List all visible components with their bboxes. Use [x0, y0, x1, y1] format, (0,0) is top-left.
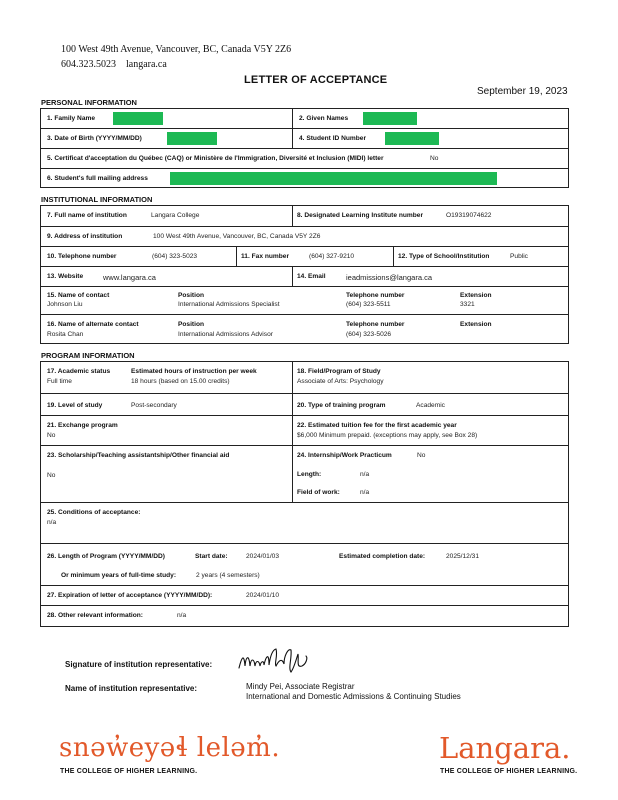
program-length-label: 26. Length of Program (YYYY/MM/DD) [47, 553, 165, 560]
hours-value: 18 hours (based on 15.00 credits) [131, 378, 230, 385]
other-info-label: 28. Other relevant information: [47, 612, 143, 619]
contact-label: 15. Name of contact [47, 292, 110, 299]
website-label: 13. Website [47, 273, 84, 280]
telephone-value: (604) 323-5023 [152, 253, 198, 260]
section-personal-heading: PERSONAL INFORMATION [41, 98, 137, 107]
level-of-study-label: 19. Level of study [47, 402, 103, 409]
caq-label: 5. Certificat d'acceptation du Québec (CAQ) or Ministère de l'Immigration, Diversité et Inclusion (MIDI) letter [47, 155, 384, 162]
contact-extension-label: Extension [460, 292, 492, 299]
website-value[interactable]: www.langara.ca [103, 273, 156, 282]
alt-extension-label: Extension [460, 321, 492, 328]
musqueam-logo-text: snəw̓eyəɬ leləm̓. [59, 733, 281, 763]
given-names-label: 2. Given Names [299, 115, 349, 122]
contact-position-value: International Admissions Specialist [178, 301, 280, 308]
internship-length-value: n/a [360, 471, 370, 478]
mailing-address-redaction [170, 172, 497, 185]
section-institution-heading: INSTITUTIONAL INFORMATION [41, 195, 153, 204]
student-id-label: 4. Student ID Number [299, 135, 367, 142]
exchange-label: 21. Exchange program [47, 422, 118, 429]
email-value[interactable]: ieadmissions@langara.ca [346, 273, 432, 282]
academic-status-value: Full time [47, 378, 72, 385]
fax-value: (604) 327-9210 [309, 253, 355, 260]
given-names-redaction [363, 112, 417, 125]
min-years-label: Or minimum years of full-time study: [61, 572, 177, 579]
family-name-redaction [113, 112, 163, 125]
email-label: 14. Email [297, 273, 326, 280]
contact-phone-label: Telephone number [346, 292, 405, 299]
institution-site: langara.ca [126, 59, 167, 70]
min-years-value: 2 years (4 semesters) [196, 572, 260, 579]
institution-phone-web [61, 57, 167, 72]
expiration-value: 2024/01/10 [246, 592, 280, 599]
completion-date-value: 2025/12/31 [446, 553, 480, 560]
rep-name-label: Name of institution representative: [65, 684, 198, 693]
contact-value: Johnson Liu [47, 301, 83, 308]
field-of-work-label: Field of work: [297, 489, 340, 496]
section-program-heading: PROGRAM INFORMATION [41, 351, 135, 360]
start-date-value: 2024/01/03 [246, 553, 280, 560]
langara-logo-text: Langara. [439, 731, 571, 765]
hours-label: Estimated hours of instruction per week [131, 368, 257, 375]
institution-address-value: 100 West 49th Avenue, Vancouver, BC, Canada V5Y 2Z6 [153, 233, 321, 240]
tuition-label: 22. Estimated tuition fee for the first academic year [297, 422, 457, 429]
other-info-value: n/a [177, 612, 187, 619]
scholarship-value: No [47, 472, 56, 479]
fax-label: 11. Fax number [241, 253, 290, 260]
conditions-label: 25. Conditions of acceptance: [47, 509, 141, 516]
letter-date: September 19, 2023 [477, 86, 568, 97]
rep-name-value: Mindy Pei, Associate Registrar [246, 682, 355, 691]
left-tagline: THE COLLEGE OF HIGHER LEARNING. [60, 768, 198, 775]
field-of-study-value: Associate of Arts: Psychology [297, 378, 384, 385]
family-name-label: 1. Family Name [47, 115, 96, 122]
alt-contact-label: 16. Name of alternate contact [47, 321, 139, 328]
school-type-value: Public [510, 253, 528, 260]
internship-label: 24. Internship/Work Practicum [297, 452, 392, 459]
alt-phone-value: (604) 323-5026 [346, 331, 392, 338]
expiration-label: 27. Expiration of letter of acceptance (YYYY/MM/DD): [47, 592, 213, 599]
school-type-label: 12. Type of School/Institution [398, 253, 490, 260]
training-type-label: 20. Type of training program [297, 402, 386, 409]
contact-extension-value: 3321 [460, 301, 475, 308]
field-of-work-value: n/a [360, 489, 370, 496]
dli-label: 8. Designated Learning Institute number [297, 212, 424, 219]
telephone-label: 10. Telephone number [47, 253, 117, 260]
level-of-study-value: Post-secondary [131, 402, 177, 409]
rep-department-value: International and Domestic Admissions & Continuing Studies [246, 692, 461, 701]
dob-label: 3. Date of Birth (YYYY/MM/DD) [47, 135, 142, 142]
alt-contact-value: Rosita Chan [47, 331, 84, 338]
academic-status-label: 17. Academic status [47, 368, 111, 375]
internship-length-label: Length: [297, 471, 322, 478]
page-title: LETTER OF ACCEPTANCE [244, 74, 388, 86]
tuition-value: $6,000 Minimum prepaid. (exceptions may apply, see Box 28) [297, 432, 478, 439]
training-type-value: Academic [416, 402, 445, 409]
signature-label: Signature of institution representative: [65, 660, 213, 669]
alt-position-label: Position [178, 321, 205, 328]
institution-name-label: 7. Full name of institution [47, 212, 127, 219]
student-id-redaction [385, 132, 439, 145]
contact-phone-value: (604) 323-5511 [346, 301, 391, 308]
handwritten-signature [236, 646, 316, 676]
exchange-value: No [47, 432, 56, 439]
institution-phone: 604.323.5023 [61, 59, 116, 70]
dli-value: O19319074622 [446, 212, 492, 219]
internship-value: No [417, 452, 426, 459]
field-of-study-label: 18. Field/Program of Study [297, 368, 381, 375]
completion-date-label: Estimated completion date: [339, 553, 426, 560]
caq-value: No [430, 155, 439, 162]
institution-name-value: Langara College [151, 212, 200, 219]
mailing-address-label: 6. Student's full mailing address [47, 175, 148, 182]
scholarship-label: 23. Scholarship/Teaching assistantship/Other financial aid [47, 452, 230, 459]
start-date-label: Start date: [195, 553, 228, 560]
institution-address-label: 9. Address of institution [47, 233, 123, 240]
dob-redaction [167, 132, 217, 145]
institution-address: 100 West 49th Avenue, Vancouver, BC, Canada V5Y 2Z6 [61, 44, 292, 55]
alt-phone-label: Telephone number [346, 321, 405, 328]
right-tagline: THE COLLEGE OF HIGHER LEARNING. [440, 768, 578, 775]
alt-position-value: International Admissions Advisor [178, 331, 273, 338]
contact-position-label: Position [178, 292, 205, 299]
conditions-value: n/a [47, 519, 57, 526]
